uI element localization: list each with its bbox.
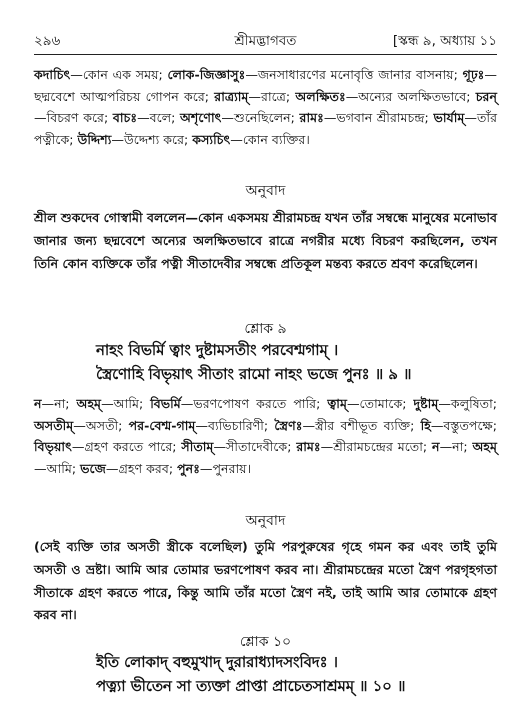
- synonym-meaning: —তাঁর পত্নীকে;: [34, 110, 497, 147]
- verse-10-line-2: পত্ন্যা ভীতেন সা ত্যক্তা প্রাপ্তা প্রাচেতসাশ্রমম্ ॥ ১০ ॥: [96, 678, 406, 695]
- synonym-meaning: —শ্রীরামচন্দ্রের মতো;: [320, 439, 433, 454]
- page-number: ২৯৬: [34, 33, 61, 49]
- verse-10: [96, 651, 497, 699]
- synonym-term: স্ত্রৈণঃ: [274, 417, 303, 433]
- synonym-term: বিভৃয়াৎ: [34, 439, 72, 454]
- synonym-term: হি: [420, 417, 431, 433]
- header-rule: [34, 54, 497, 55]
- synonym-term: বিভর্মি: [150, 396, 181, 411]
- synonym-meaning: —উদ্দেশ্য করে;: [111, 131, 193, 147]
- synonym-meaning: —ব্যভিচারিণী;: [195, 417, 275, 433]
- synonym-meaning: —না;: [41, 396, 77, 411]
- synonym-meaning: —বিচরণ করে;: [34, 110, 113, 125]
- translation-heading-1: অনুবাদ: [245, 183, 286, 199]
- synonym-meaning: —গ্রহণ করতে পারে;: [71, 439, 182, 454]
- synonym-term: চরন্: [475, 88, 498, 104]
- synonym-meaning: —আমি;: [34, 460, 81, 476]
- synonym-term: অহম্: [472, 439, 497, 454]
- synonym-term: লোক-জিজ্ঞাসুঃ: [167, 67, 246, 82]
- synonym-meaning: —তোমাকে;: [346, 396, 414, 411]
- synonym-term: অহম্: [76, 396, 102, 411]
- synonym-meaning: —ছদ্মবেশে আত্মপরিচয় গোপন করে;: [34, 67, 497, 104]
- verse-10-line-1: ইতি লোকাদ্ বহুমুখাদ্ দুরারাধ্যাদসংবিদঃ ।: [96, 654, 338, 671]
- synonyms-paragraph-2: [34, 393, 497, 479]
- synonym-term: বাচঃ: [112, 110, 138, 125]
- synonym-meaning: —বস্তুতপক্ষে;: [430, 417, 497, 433]
- synonym-meaning: —সীতাদেবীকে;: [213, 439, 297, 454]
- verse-heading-9: শ্লোক ৯: [244, 321, 287, 337]
- verse-9-line-2: স্ত্রৈণোহি বিভৃয়াৎ সীতাং রামো নাহং ভজে পুনঃ ॥ ৯ ॥: [96, 366, 412, 383]
- synonym-term: সীতাম্: [181, 439, 214, 454]
- synonym-meaning: —কলুষিতা;: [438, 396, 497, 411]
- synonym-term: রামঃ: [296, 439, 321, 454]
- synonym-meaning: —বলে;: [137, 110, 180, 125]
- synonym-meaning: —রাত্রে;: [248, 88, 296, 104]
- synonym-term: ন: [432, 439, 440, 454]
- book-title: শ্রীমদ্ভাগবত: [234, 33, 297, 49]
- synonym-term: অশৃণোৎ: [180, 110, 222, 125]
- translation-paragraph-1: শ্রীল শুকদেব গোস্বামী বললেন—কোন একসময় শ্রীরামচন্দ্র যখন তাঁর সম্বন্ধে মানুষের মনোভাব জানার জন্য ছদ্মবেশে অন্যের অলক্ষিতভাবে রাত্রে নগরীর মধ্যে বিচরণ করছিলেন, তখন তিনি কোন ব্যক্তিকে তাঁর পত্নী সীতাদেবীর সম্বন্ধে প্রতিকূল মন্তব্য করতে শ্রবণ করেছিলেন।: [34, 210, 497, 271]
- synonym-meaning: —কোন এক সময়;: [70, 67, 168, 82]
- synonym-term: অলক্ষিতঃ: [295, 88, 346, 104]
- synonym-term: ভজে: [80, 460, 106, 476]
- synonym-term: ভার্যাম্: [433, 110, 465, 125]
- synonym-meaning: —ভগবান শ্রীরামচন্দ্র;: [323, 110, 434, 125]
- verse-9-line-1: নাহং বিভর্মি ত্বাং দুষ্টামসতীং পরবেশ্মগাম্ ।: [96, 342, 339, 359]
- synonym-term: দুষ্টাম্: [413, 396, 439, 411]
- synonym-meaning: —ভরণপোষণ করতে পারি;: [180, 396, 328, 411]
- verse-heading-10: শ্লোক ১০: [239, 634, 292, 650]
- synonym-meaning: —পুনরায়।: [199, 460, 252, 476]
- verse-9: [96, 339, 497, 387]
- synonym-meaning: —জনসাধারণের মনোবৃত্তি জানার বাসনায়;: [245, 67, 463, 82]
- synonym-meaning: —গ্রহণ করব;: [105, 460, 178, 476]
- synonym-meaning: —স্ত্রীর বশীভূত ব্যক্তি;: [302, 417, 421, 433]
- synonym-meaning: —অন্যের অলক্ষিতভাবে;: [345, 88, 476, 104]
- translation-paragraph-2: (সেই ব্যক্তি তার অসতী স্ত্রীকে বলেছিল) তুমি পরপুরুষের গৃহে গমন কর এবং তাই তুমি অসতী ও ভ্রষ্টা। আমি আর তোমার ভরণপোষণ করব না। শ্রীরামচন্দ্রের মতো স্ত্রৈণ পরগৃহগতা সীতাকে গ্রহণ করতে পারে, কিন্তু আমি তাঁর মতো স্ত্রৈণ নই, তাই আমি আর তোমাকে গ্রহণ করব না।: [34, 539, 497, 623]
- synonym-term: রামঃ: [299, 110, 324, 125]
- synonym-term: উদ্দিশ্য: [77, 131, 112, 147]
- synonyms-paragraph-1: [34, 64, 497, 150]
- synonym-term: কদাচিৎ: [34, 67, 71, 82]
- page-header: [34, 30, 497, 52]
- synonym-term: পুনঃ: [177, 460, 200, 476]
- chapter-reference: [স্কন্ধ ৯, অধ্যায় ১১: [392, 33, 497, 49]
- synonym-term: রাত্র্যাম্: [214, 88, 249, 104]
- synonym-meaning: —আমি;: [101, 396, 151, 411]
- synonym-term: পর-বেশ্ম-গাম্: [128, 417, 196, 433]
- translation-heading-2: অনুবাদ: [245, 513, 286, 529]
- synonym-term: ত্বাম্: [327, 396, 347, 411]
- synonym-meaning: —কোন ব্যক্তির।: [230, 131, 310, 147]
- synonym-term: গূঢ়ঃ: [462, 67, 485, 82]
- synonym-meaning: —না;: [439, 439, 473, 454]
- synonym-term: অসতীম্: [34, 417, 74, 433]
- synonym-meaning: —অসতী;: [73, 417, 129, 433]
- synonym-meaning: —শুনেছিলেন;: [221, 110, 300, 125]
- synonym-term: ন: [34, 396, 42, 411]
- synonym-term: কস্যচিৎ: [192, 131, 231, 147]
